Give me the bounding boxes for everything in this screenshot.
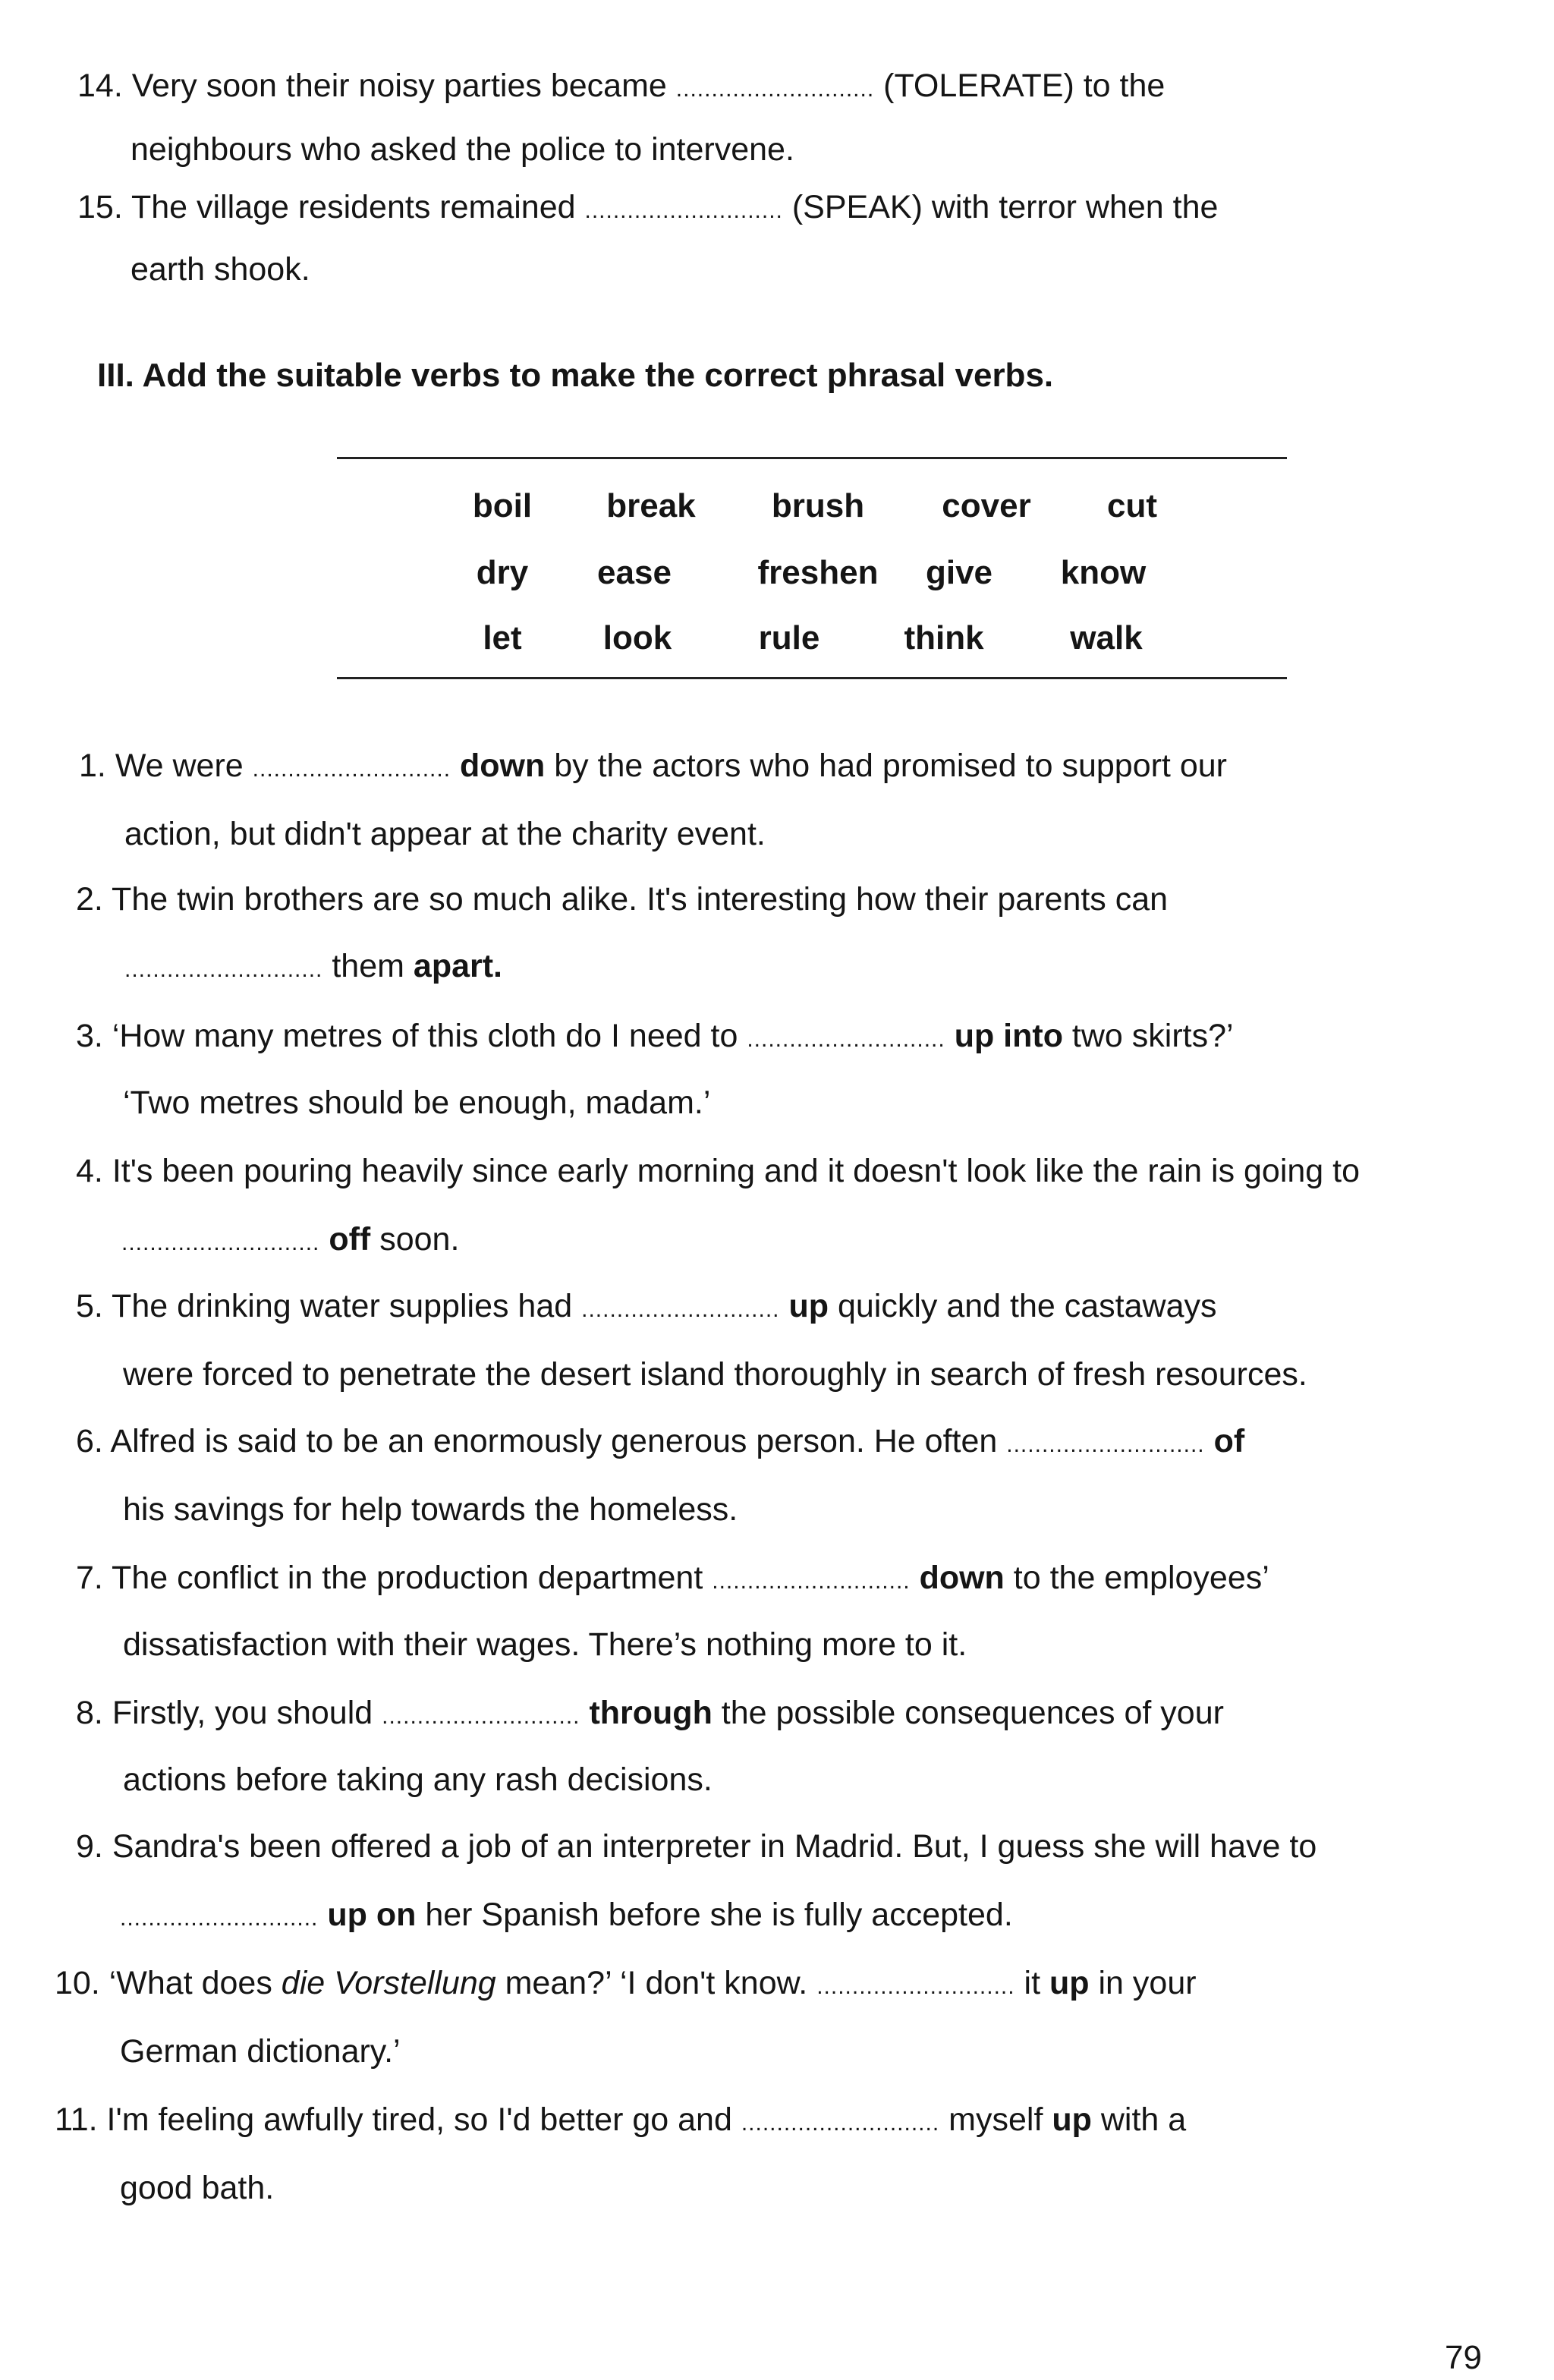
answer-blank[interactable]: ............................ <box>124 957 323 982</box>
item-text: with a <box>1100 2101 1187 2138</box>
item-text: Firstly, you should <box>112 1695 373 1731</box>
item-text: ‘How many metres of this cloth do I need to <box>112 1018 738 1054</box>
item-3-line2 <box>123 1087 710 1119</box>
item-number: 7. <box>76 1560 103 1596</box>
item-11-line1 <box>55 2101 1187 2138</box>
word-box-word: boil <box>472 487 533 524</box>
item-text: his savings for help towards the homeless. <box>123 1491 738 1528</box>
particle: up <box>1049 1965 1090 2001</box>
item-14-line2 <box>131 131 794 168</box>
word-box-word: know <box>1060 554 1147 591</box>
answer-blank[interactable]: ............................ <box>1006 1432 1205 1457</box>
item-2-line2 <box>124 950 502 983</box>
item-4-line1 <box>76 1155 1360 1188</box>
word-box-word: dry <box>476 554 529 591</box>
item-text: The conflict in the production department <box>112 1560 703 1596</box>
item-text: (TOLERATE) to the <box>883 68 1166 104</box>
item-number: 15. <box>77 189 123 225</box>
item-number: 11. <box>55 2101 98 2138</box>
answer-blank[interactable]: ............................ <box>382 1704 580 1729</box>
item-text: quickly and the castaways <box>837 1288 1217 1324</box>
particle: up <box>788 1288 829 1324</box>
particle: of <box>1213 1423 1245 1459</box>
item-9-line1 <box>76 1828 1317 1865</box>
word-box-word: break <box>606 487 696 524</box>
item-text: myself <box>948 2101 1043 2138</box>
word-box-word: freshen <box>757 554 879 591</box>
answer-blank[interactable]: ............................ <box>712 1569 911 1594</box>
word-box-word: cover <box>942 487 1031 524</box>
item-number: 3. <box>76 1018 103 1054</box>
item-text: in your <box>1098 1965 1197 2001</box>
item-number: 5. <box>76 1288 103 1324</box>
item-text: actions before taking any rash decisions. <box>123 1761 713 1798</box>
item-number: 9. <box>76 1828 103 1865</box>
word-box-word: rule <box>758 619 820 656</box>
item-5-line2 <box>123 1358 1307 1391</box>
item-text: (SPEAK) with terror when the <box>791 189 1219 225</box>
word-box-word: give <box>925 554 993 591</box>
item-text: The drinking water supplies had <box>112 1288 573 1324</box>
item-10-line1 <box>55 1967 1197 2000</box>
section-numeral: III. <box>97 357 134 394</box>
item-text: by the actors who had promised to support our <box>554 748 1227 784</box>
word-box-word: let <box>483 619 522 656</box>
item-number: 2. <box>76 881 103 918</box>
word-box-word: look <box>602 619 672 656</box>
answer-blank[interactable]: ............................ <box>675 77 875 102</box>
particle: down <box>919 1560 1005 1596</box>
item-2-line1 <box>76 883 1168 916</box>
item-number: 8. <box>76 1695 103 1731</box>
item-text: were forced to penetrate the desert island thoroughly in search of fresh resources. <box>123 1356 1307 1393</box>
item-text: them <box>332 948 404 984</box>
item-1-line2 <box>124 818 766 851</box>
item-text: We were <box>115 748 244 784</box>
word-box-word: ease <box>597 554 672 591</box>
item-text: soon. <box>379 1221 460 1258</box>
section-title: Add the suitable verbs to make the correct phrasal verbs. <box>142 357 1054 394</box>
particle: through <box>589 1695 713 1731</box>
item-text: ‘What does <box>109 1965 272 2001</box>
item-5-line1 <box>76 1290 1217 1323</box>
item-number: 4. <box>76 1153 103 1189</box>
item-14-line1 <box>77 70 1165 102</box>
item-text: her Spanish before she is fully accepted. <box>425 1897 1013 1933</box>
answer-blank[interactable]: ............................ <box>584 198 783 223</box>
particle: up on <box>327 1897 417 1933</box>
answer-blank[interactable]: ............................ <box>252 757 451 782</box>
item-text: it <box>1024 1965 1041 2001</box>
item-text: the possible consequences of your <box>721 1695 1224 1731</box>
item-text: It's been pouring heavily since early morning and it doesn't look like the rain is going to <box>112 1153 1361 1189</box>
item-text: German dictionary.’ <box>120 2033 401 2070</box>
item-8-line2 <box>123 1761 713 1798</box>
word-box-word: think <box>904 619 984 656</box>
word-box-word: brush <box>771 487 865 524</box>
particle: up <box>1052 2101 1092 2138</box>
answer-blank[interactable]: ............................ <box>747 1027 945 1052</box>
item-6-line1 <box>76 1425 1244 1458</box>
answer-blank[interactable]: ............................ <box>741 2111 940 2136</box>
particle: down <box>460 748 546 784</box>
item-text: two skirts?’ <box>1071 1018 1234 1054</box>
item-text: Alfred is said to be an enormously generous person. He often <box>110 1423 998 1459</box>
item-3-line1 <box>76 1020 1234 1053</box>
answer-blank[interactable]: ............................ <box>120 1906 319 1931</box>
item-11-line2 <box>120 2172 274 2205</box>
item-9-line2 <box>120 1899 1013 1931</box>
item-10-line2 <box>120 2035 401 2068</box>
particle: apart. <box>413 948 503 984</box>
item-text: neighbours who asked the police to intervene. <box>131 131 794 168</box>
item-text-italic: die Vorstellung <box>281 1965 496 2001</box>
word-box-bottom-rule <box>337 677 1287 679</box>
item-text: I'm feeling awfully tired, so I'd better go and <box>106 2101 732 2138</box>
word-box-top-rule <box>337 457 1287 459</box>
section-heading <box>97 357 1053 395</box>
item-text: good bath. <box>120 2170 275 2206</box>
particle: up into <box>954 1018 1063 1054</box>
item-number: 1. <box>79 748 106 784</box>
item-text: The twin brothers are so much alike. It's interesting how their parents can <box>112 881 1169 918</box>
item-7-line2 <box>123 1626 967 1663</box>
item-text: action, but didn't appear at the charity event. <box>124 816 766 852</box>
item-8-line1 <box>76 1697 1224 1730</box>
item-15-line1 <box>77 191 1218 224</box>
item-text: mean?’ ‘I don't know. <box>505 1965 808 2001</box>
answer-blank[interactable]: ............................ <box>816 1974 1015 1999</box>
item-text: to the employees’ <box>1013 1560 1269 1596</box>
item-number: 6. <box>76 1423 103 1459</box>
item-4-line2 <box>121 1223 459 1256</box>
particle: off <box>329 1221 371 1258</box>
page-number: 79 <box>1445 2339 1482 2376</box>
item-number: 10. <box>55 1965 100 2001</box>
item-number: 14. <box>77 68 123 104</box>
word-box-word: walk <box>1070 619 1143 656</box>
item-7-line1 <box>76 1562 1269 1595</box>
item-text: ‘Two metres should be enough, madam.’ <box>123 1085 711 1121</box>
item-text: Very soon their noisy parties became <box>131 68 667 104</box>
item-text: Sandra's been offered a job of an interpreter in Madrid. But, I guess she will have to <box>112 1828 1317 1865</box>
item-text: earth shook. <box>131 251 310 288</box>
item-text: The village residents remained <box>131 189 576 225</box>
answer-blank[interactable]: ............................ <box>121 1230 320 1255</box>
item-1-line1 <box>79 750 1227 782</box>
item-15-line2 <box>131 253 310 286</box>
word-box-word: cut <box>1107 487 1157 524</box>
item-text: dissatisfaction with their wages. There’s nothing more to it. <box>123 1626 967 1663</box>
item-6-line2 <box>123 1491 738 1528</box>
answer-blank[interactable]: ............................ <box>581 1297 780 1322</box>
